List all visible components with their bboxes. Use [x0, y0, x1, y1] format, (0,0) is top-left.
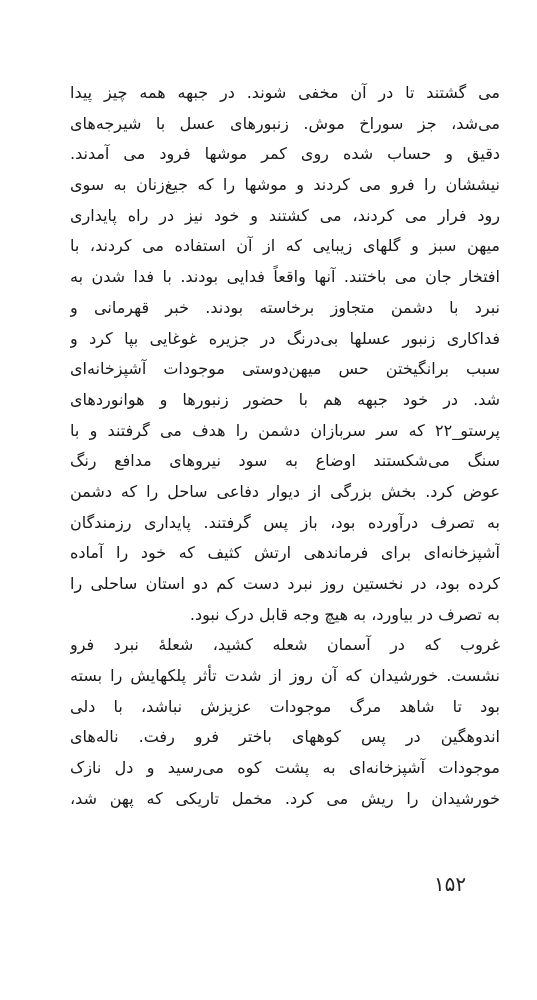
text-line: عوض کرد. بخش بزرگی از دیوار دفاعی ساحل را که دشمن	[70, 481, 500, 501]
paragraph-1	[70, 78, 500, 630]
text-line: نشست. خورشیدان که آن روز از شدت تأثر پلکهایش را بسته	[70, 666, 500, 686]
body-text	[70, 78, 500, 815]
text-line: می گشتند تا در آن مخفی شوند. در جبهه همه چیز پیدا	[70, 83, 500, 102]
page-number: ۱۵۲	[433, 872, 467, 896]
paragraph-2	[70, 630, 500, 814]
text-line: رود فرار می کردند، می کشتند و خود نیز در راه پایداری	[70, 205, 500, 225]
text-line: شد. در خود جبهه هم با حضور زنبورها و هوانوردهای	[70, 389, 500, 409]
text-line: به تصرف در بیاورد، به هیچ وجه قابل درک نبود.	[189, 604, 500, 624]
text-line: موجودات آشپزخانه‌ای به پشت کوه می‌رسید و دل نازک	[70, 758, 500, 778]
text-line: نیششان را فرو می کردند و موشها را که جیغ‌زنان به سوی	[70, 175, 500, 195]
text-line: کرده بود، در نخستین روز نبرد دست کم دو استان ساحلی را	[70, 574, 500, 593]
text-line: دقیق و حساب شده روی کمر موشها فرود می آمدند.	[70, 144, 500, 164]
text-line: سنگ می‌شکستند اوضاع به سود نیروهای مدافع رنگ	[70, 451, 500, 471]
text-line: اندوهگین در پس کوههای باختر فرو رفت. ناله‌های	[70, 727, 500, 747]
text-line: پرستو_۲۲ که سر سربازان دشمن را هدف می گرفتند و با	[70, 420, 500, 440]
text-line: میهن سبز و گلهای زیبایی که از آن استفاده می کردند، با	[70, 236, 500, 256]
text-line: غروب که در آسمان شعله کشید، شعلهٔ نبرد فرو	[70, 635, 500, 655]
text-line: بود تا شاهد مرگ موجودات عزیزش نباشد، با دلی	[70, 696, 500, 716]
text-line: فداکاری زنبور عسلها بی‌درنگ در جزیره غوغایی بپا کرد و	[70, 328, 500, 348]
text-line: خورشیدان را ریش می کرد. مخمل تاریکی که پهن شد،	[70, 788, 500, 808]
text-line: افتخار جان می باختند. آنها واقعاً فدایی بودند. با فدا شدن به	[70, 267, 500, 287]
text-line: می‌شد، جز سوراخ موش. زنبورهای عسل با شیرجه‌های	[70, 113, 500, 133]
text-line: سبب برانگیختن حس میهن‌دوستی موجودات آشپزخانه‌ای	[70, 359, 500, 379]
text-line: به تصرف درآورده بود، باز پس گرفتند. پایداری رزمندگان	[70, 512, 500, 532]
text-line: نبرد با دشمن متجاوز برخاسته بودند. خبر قهرمانی و	[70, 297, 500, 317]
text-line: آشپزخانه‌ای برای فرماندهی ارتش کثیف که خود را آماده	[70, 543, 500, 563]
